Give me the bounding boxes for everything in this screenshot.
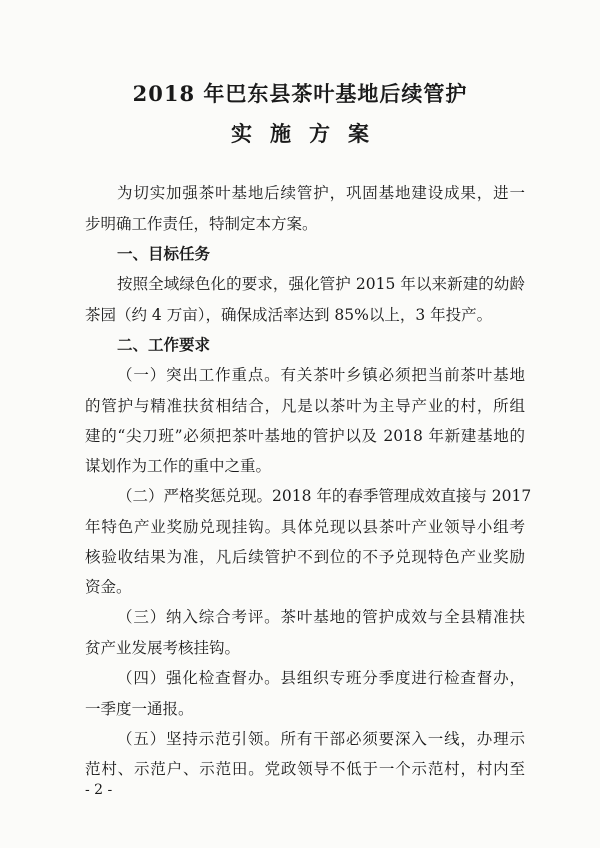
- item2-line: 资金。: [85, 578, 132, 596]
- item3-line: 贫产业发展考核挂钩。: [85, 639, 241, 657]
- item4-line: （四）强化检查督办。县组织专班分季度进行检查督办，: [117, 669, 525, 687]
- item2-line: （二）严格奖惩兑现。2018 年的春季管理成效直接与 2017: [117, 487, 532, 505]
- item5-line: 范村、示范户、示范田。党政领导不低于一个示范村，村内至: [85, 760, 525, 778]
- document-title-line1: 2018 年巴东县茶叶基地后续管护: [132, 81, 468, 106]
- item1-line: 的管护与精准扶贫相结合，凡是以茶叶为主导产业的村，所组: [85, 397, 525, 415]
- item5-line: （五）坚持示范引领。所有干部必须要深入一线，办理示: [117, 730, 525, 748]
- item1-line: （一）突出工作重点。有关茶叶乡镇必须把当前茶叶基地: [117, 366, 525, 384]
- section1-line: 按照全域绿色化的要求，强化管护 2015 年以来新建的幼龄: [117, 275, 525, 293]
- item1-line: 谋划作为工作的重中之重。: [85, 457, 272, 475]
- item4-line: 一季度一通报。: [85, 700, 194, 718]
- item2-line: 核验收结果为准，凡后续管护不到位的不予兑现特色产业奖励: [85, 548, 525, 566]
- item1-line: 建的“尖刀班”必须把茶叶基地的管护以及 2018 年新建基地的: [85, 427, 525, 445]
- section2-heading: 二、工作要求: [117, 336, 211, 354]
- document-title-line2: 实施方案: [231, 121, 387, 146]
- intro-line: 步明确工作责任，特制定本方案。: [85, 215, 318, 233]
- section1-line: 茶园（约 4 万亩），确保成活率达到 85%以上，3 年投产。: [85, 306, 493, 324]
- item3-line: （三）纳入综合考评。茶叶基地的管护成效与全县精准扶: [117, 608, 525, 626]
- section1-heading: 一、目标任务: [117, 245, 211, 263]
- intro-line: 为切实加强茶叶基地后续管护，巩固基地建设成果，进一: [117, 184, 525, 202]
- page-number: - 2 -: [85, 782, 113, 798]
- item2-line: 年特色产业奖励兑现挂钩。具体兑现以县茶叶产业领导小组考: [85, 518, 525, 536]
